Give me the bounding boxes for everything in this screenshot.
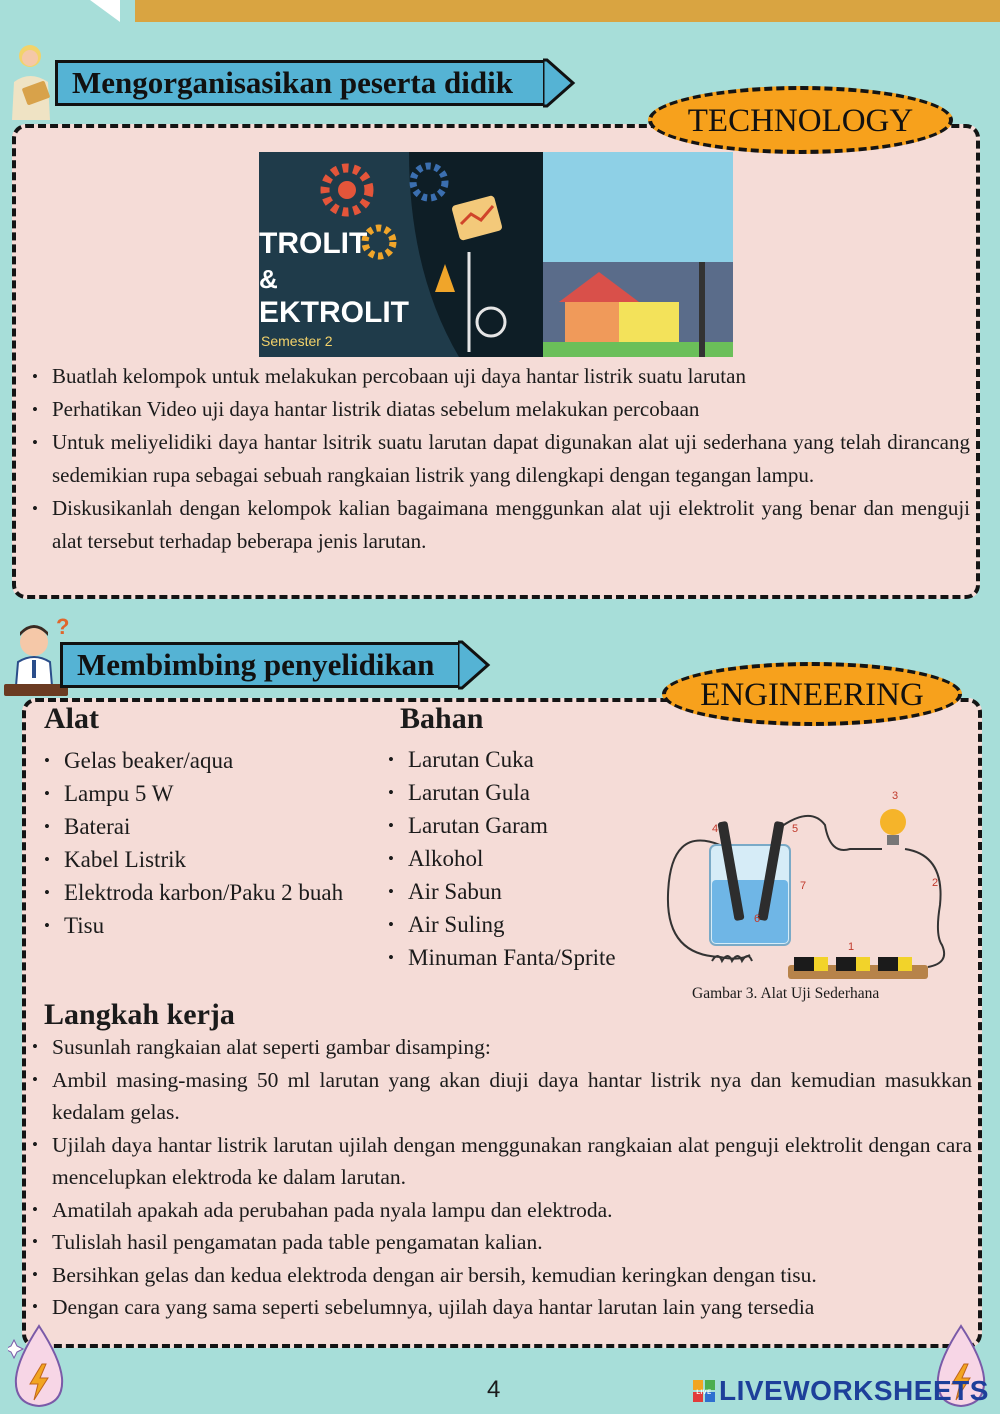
list-item: • Larutan Gula xyxy=(386,776,616,809)
diagram-caption: Gambar 3. Alat Uji Sederhana xyxy=(692,985,880,1002)
list-item: • Lampu 5 W xyxy=(42,777,343,810)
diagram-label-6: 6 xyxy=(754,913,761,925)
diagram-label-2: 2 xyxy=(932,877,939,889)
bahan-list xyxy=(386,743,616,974)
list-item: • Air Sabun xyxy=(386,875,616,908)
list-item: • Ambil masing-masing 50 ml larutan yang akan diuji daya hantar listrik nya dan kemudian masukkan kedalam gelas. xyxy=(30,1064,972,1129)
list-item: • Dengan cara yang sama seperti sebelumnya, ujilah daya hantar larutan lain yang tersedia xyxy=(30,1291,972,1324)
list-item: • Susunlah rangkaian alat seperti gambar disamping: xyxy=(30,1031,972,1064)
list-item: • Larutan Cuka xyxy=(386,743,616,776)
liveworksheets-logo-icon xyxy=(693,1380,715,1402)
list-item: • Kabel Listrik xyxy=(42,843,343,876)
engineering-tag xyxy=(662,662,962,726)
alat-heading: Alat xyxy=(44,702,99,735)
video-title-line2: EKTROLIT xyxy=(259,296,409,329)
bahan-heading: Bahan xyxy=(400,702,484,735)
langkah-kerja-list xyxy=(30,1031,972,1324)
list-item: • Tisu xyxy=(42,909,343,942)
list-item: • Larutan Garam xyxy=(386,809,616,842)
engineering-tag-label: ENGINEERING xyxy=(700,677,924,713)
section2-title: Membimbing penyelidikan xyxy=(77,647,435,682)
list-item: • Minuman Fanta/Sprite xyxy=(386,941,616,974)
svg-text:?: ? xyxy=(56,614,70,639)
diagram-label-4: 4 xyxy=(712,823,719,835)
section2-banner xyxy=(60,642,460,688)
langkah-kerja-heading: Langkah kerja xyxy=(44,998,235,1031)
diagram-label-1: 1 xyxy=(848,941,855,953)
list-item: • Gelas beaker/aqua xyxy=(42,744,343,777)
technology-instructions xyxy=(30,360,970,558)
liveworksheets-logo-mark: LIVE xyxy=(696,1390,712,1396)
section2-banner-arrow xyxy=(458,639,492,691)
list-item: • Air Suling xyxy=(386,908,616,941)
list-item: • Diskusikanlah dengan kelompok kalian bagaimana menggunkan alat uji elektrolit yang benar dan menguji alat tersebut terhadap beberapa jenis larutan. xyxy=(30,492,970,558)
list-item: • Amatilah apakah ada perubahan pada nyala lampu dan elektroda. xyxy=(30,1194,972,1227)
list-item: • Elektroda karbon/Paku 2 buah xyxy=(42,876,343,909)
section1-title: Mengorganisasikan peserta didik xyxy=(72,65,513,100)
top-bar-notch xyxy=(90,0,120,22)
technology-tag-label: TECHNOLOGY xyxy=(687,103,914,139)
list-item: • Perhatikan Video uji daya hantar listrik diatas sebelum melakukan percobaan xyxy=(30,393,970,426)
electrolyte-tester-diagram xyxy=(660,785,960,985)
liveworksheets-brand[interactable] xyxy=(693,1375,989,1407)
lightning-drop-icon-left xyxy=(8,1322,70,1410)
technology-tag xyxy=(648,86,953,154)
diagram-label-3: 3 xyxy=(892,790,899,802)
list-item: • Tulislah hasil pengamatan pada table pengamatan kalian. xyxy=(30,1226,972,1259)
video-title-amp: & xyxy=(259,264,278,294)
video-thumbnail[interactable] xyxy=(259,152,733,357)
page-number: 4 xyxy=(487,1376,501,1403)
video-semester: Semester 2 xyxy=(261,333,333,349)
section1-banner-arrow xyxy=(543,57,577,109)
section1-banner xyxy=(55,60,545,106)
top-bar xyxy=(135,0,1000,22)
list-item: • Ujilah daya hantar listrik larutan ujilah dengan menggunakan rangkaian alat penguji elektrolit dengan cara mencelupkan elektroda ke dalam larutan. xyxy=(30,1129,972,1194)
list-item: • Baterai xyxy=(42,810,343,843)
list-item: • Buatlah kelompok untuk melakukan percobaan uji daya hantar listrik suatu larutan xyxy=(30,360,970,393)
liveworksheets-brand-label: LIVEWORKSHEETS xyxy=(719,1375,989,1406)
diagram-label-7: 7 xyxy=(800,880,807,892)
video-title-line1: TROLIT xyxy=(259,227,368,260)
alat-list xyxy=(42,744,343,942)
diagram-label-5: 5 xyxy=(792,823,799,835)
list-item: • Bersihkan gelas dan kedua elektroda dengan air bersih, kemudian keringkan dengan tisu. xyxy=(30,1259,972,1292)
teacher-icon xyxy=(2,42,62,122)
list-item: • Alkohol xyxy=(386,842,616,875)
list-item: • Untuk meliyelidiki daya hantar lsitrik suatu larutan dapat digunakan alat uji sederhana yang telah dirancang sedemikian rupa sebagai sebuah rangkaian listrik yang dilengkapi dengan tegangan lampu. xyxy=(30,426,970,492)
